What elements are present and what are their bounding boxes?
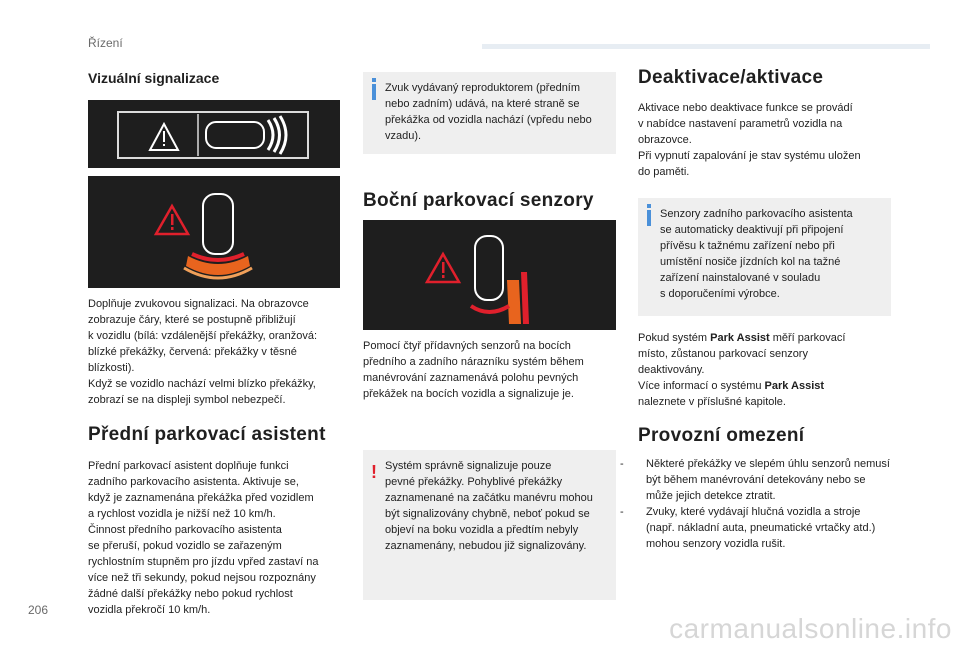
car-icon bbox=[203, 194, 233, 254]
header-title: Řízení bbox=[88, 36, 123, 50]
display-warning-illustration bbox=[88, 100, 340, 168]
rear-sensor-illustration bbox=[88, 176, 340, 288]
deactivation-text: Aktivace nebo deaktivace funkce se provádí v nabídce nastavení parametrů vozidla na obrazovce. Při vypnutí zapalování je stav systému uložen do paměti. bbox=[638, 102, 861, 178]
limits-list bbox=[620, 456, 892, 552]
visual-signal-text: Doplňuje zvukovou signalizaci. Na obrazovce zobrazuje čáry, které se postupně přibližují k vozidlu (bílá: vzdálenější překážky, oranžová: blízké překážky, červená: překážky v těsné blízkosti). Když se vozidlo nachází velmi blízko překážky, zobrazí se na displeji symbol nebezpečí. bbox=[88, 298, 318, 406]
car-top-view-icon bbox=[206, 122, 264, 148]
info-note-speaker bbox=[363, 72, 616, 154]
deactivation-heading: Deaktivace/aktivace bbox=[638, 67, 824, 88]
side-sensor-illustration bbox=[363, 220, 616, 330]
info-icon bbox=[372, 84, 376, 100]
warning-note-text: Systém správně signalizuje pouze pevné překážky. Pohyblivé překážky zaznamenané na začátku manévru mohou být signalizovány chybně, neboť pokud se objeví na boku vozidla a předtím nebyly zaznamenány, nebudou již signalizovány. bbox=[385, 460, 593, 552]
limits-heading: Provozní omezení bbox=[638, 425, 805, 446]
visual-screen-image-top bbox=[88, 100, 340, 168]
list-item: - Některé překážky ve slepém úhlu senzorů nemusí být během manévrování detekovány nebo se může jejich detekce ztratit. bbox=[620, 458, 890, 502]
side-sensors-image bbox=[363, 220, 616, 330]
watermark-text: carmanualsonline.info bbox=[669, 613, 952, 644]
warning-note bbox=[363, 450, 616, 600]
side-sensors-heading: Boční parkovací senzory bbox=[363, 190, 594, 211]
info-note-trailer-text: Senzory zadního parkovacího asistenta se automaticky deaktivují při připojení přívěsu k tažnému zařízení nebo při umístění nosiče jízdních kol na tažné zařízení nainstalované v souladu s doporučeními výrobce. bbox=[660, 208, 853, 300]
warning-exclamation-icon: ! bbox=[371, 462, 377, 482]
front-assist-heading: Přední parkovací asistent bbox=[88, 424, 326, 445]
info-note-speaker-text: Zvuk vydávaný reproduktorem (předním nebo zadním) udává, na které straně se překážka od vozidla nachází (vpředu nebo vzadu). bbox=[385, 82, 592, 142]
header-bar bbox=[482, 44, 930, 49]
visual-signal-heading: Vizuální signalizace bbox=[88, 70, 220, 86]
visual-screen-image-bottom bbox=[88, 176, 340, 288]
info-note-trailer bbox=[638, 198, 891, 316]
page-number: 206 bbox=[28, 603, 49, 617]
park-assist-text: Pokud systém Park Assist měří parkovací místo, zůstanou parkovací senzory deaktivovány. Více informací o systému Park Assist naleznete v příslušné kapitole. bbox=[638, 332, 846, 408]
list-item: - Zvuky, které vydávají hlučná vozidla a stroje (např. nákladní auta, pneumatické vrtačky atd.) mohou senzory vozidla rušit. bbox=[620, 506, 876, 550]
front-assist-text: Přední parkovací asistent doplňuje funkci zadního parkovacího asistenta. Aktivuje se, když je zaznamenána překážka před vozidlem a rychlost vozidla je nižší než 10 km/h. Činnost předního parkovacího asistenta se přeruší, pokud vozidlo se zařazeným rychlostním stupněm pro jízdu vpřed zastaví na více než tři sekundy, pokud nejsou rozpoznány žádné další překážky nebo pokud rychlost vozidla překročí 10 km/h. bbox=[88, 460, 319, 616]
car-icon bbox=[475, 236, 503, 300]
info-icon bbox=[647, 210, 651, 226]
side-sensors-text: Pomocí čtyř přídavných senzorů na bocích předního a zadního nárazníku systém během manévrování zaznamenává polohu pevných překážek na bocích vozidla a signalizuje je. bbox=[363, 340, 584, 400]
